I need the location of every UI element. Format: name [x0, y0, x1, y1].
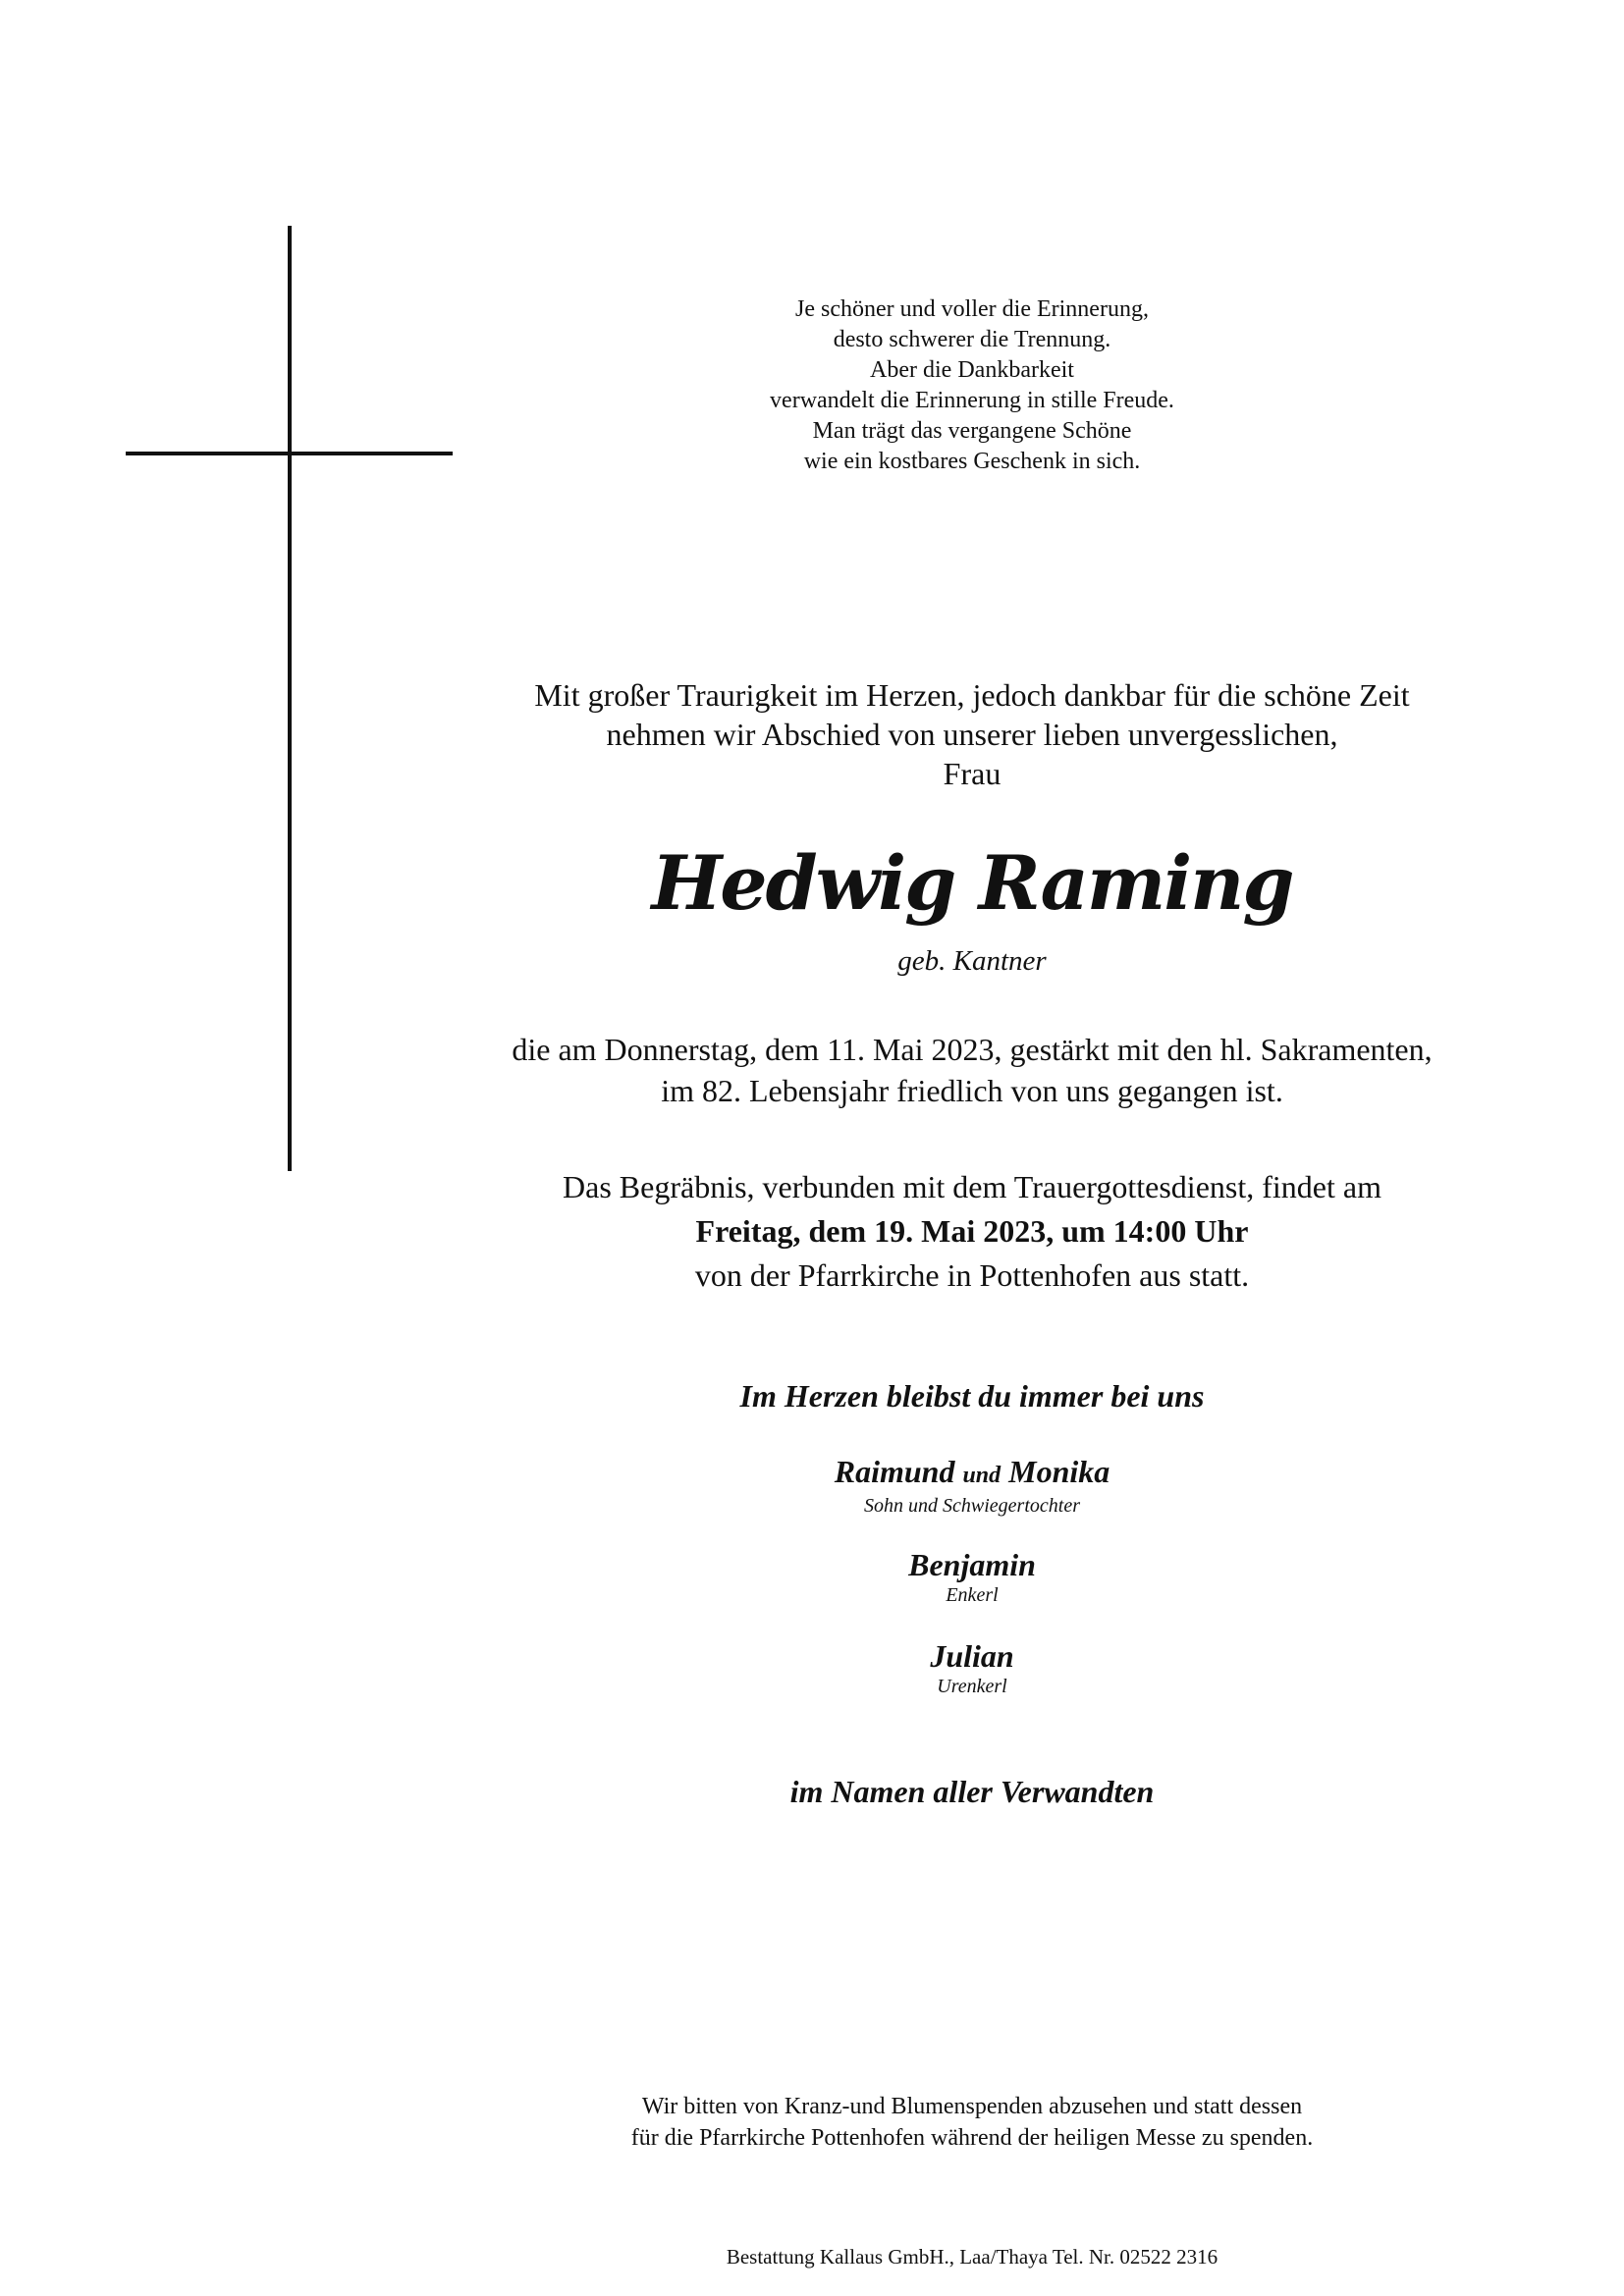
mourner-entry: [461, 1453, 1483, 1518]
mourner-name: [461, 1453, 1483, 1494]
mourner-relation: Urenkerl: [937, 1676, 1007, 1697]
death-line: im 82. Lebensjahr friedlich von uns gegangen ist.: [661, 1073, 1283, 1108]
mourner-entry: [461, 1546, 1483, 1607]
mourner-name: Benjamin: [908, 1547, 1036, 1582]
poem-line: verwandelt die Erinnerung in stille Freude.: [770, 388, 1174, 413]
mourner-name: Julian: [930, 1638, 1014, 1674]
death-line: die am Donnerstag, dem 11. Mai 2023, gestärkt mit den hl. Sakramenten,: [512, 1032, 1433, 1067]
poem-line: Man trägt das vergangene Schöne: [812, 418, 1132, 444]
mourner-entry: [461, 1637, 1483, 1698]
death-details: [461, 1029, 1483, 1111]
motto: Im Herzen bleibst du immer bei uns: [739, 1378, 1205, 1414]
poem: [687, 294, 1257, 477]
poem-line: desto schwerer die Trennung.: [833, 327, 1111, 352]
request-line: Wir bitten von Kranz-und Blumenspenden abzusehen und statt dessen: [641, 2094, 1303, 2119]
intro-line: Frau: [943, 756, 1001, 791]
intro-line: nehmen wir Abschied von unserer lieben unvergesslichen,: [606, 717, 1338, 752]
cross-icon-vertical-bar: [288, 226, 292, 1171]
maiden-name: geb. Kantner: [897, 945, 1047, 977]
request-line: für die Pfarrkirche Pottenhofen während der heiligen Messe zu spenden.: [630, 2125, 1314, 2151]
mourner-first-name: Raimund: [834, 1454, 955, 1489]
funeral-date-time: Freitag, dem 19. Mai 2023, um 14:00 Uhr: [695, 1213, 1249, 1249]
mourner-second-name: Monika: [1008, 1454, 1110, 1489]
poem-line: Aber die Dankbarkeit: [870, 357, 1074, 383]
announcement-intro: [461, 675, 1483, 793]
funeral-location: von der Pfarrkirche in Pottenhofen aus statt.: [694, 1257, 1250, 1293]
intro-line: Mit großer Traurigkeit im Herzen, jedoch dankbar für die schöne Zeit: [534, 677, 1410, 713]
cross-icon-horizontal-bar: [126, 452, 453, 455]
mourner-relation: Enkerl: [946, 1584, 999, 1606]
poem-line: wie ein kostbares Geschenk in sich.: [803, 449, 1141, 474]
funeral-details: [461, 1165, 1483, 1298]
poem-line: Je schöner und voller die Erinnerung,: [795, 296, 1149, 322]
funeral-home-footer: Bestattung Kallaus GmbH., Laa/Thaya Tel. Nr. 02522 2316: [726, 2245, 1218, 2269]
deceased-name: Hedwig Raming: [651, 839, 1293, 927]
mourner-connector: und: [962, 1463, 1001, 1488]
donation-request: [461, 2091, 1483, 2154]
funeral-line: Das Begräbnis, verbunden mit dem Trauergottesdienst, findet am: [563, 1169, 1381, 1204]
mourner-relation: Sohn und Schwiegertochter: [864, 1495, 1080, 1517]
closing-line: im Namen aller Verwandten: [789, 1774, 1155, 1809]
